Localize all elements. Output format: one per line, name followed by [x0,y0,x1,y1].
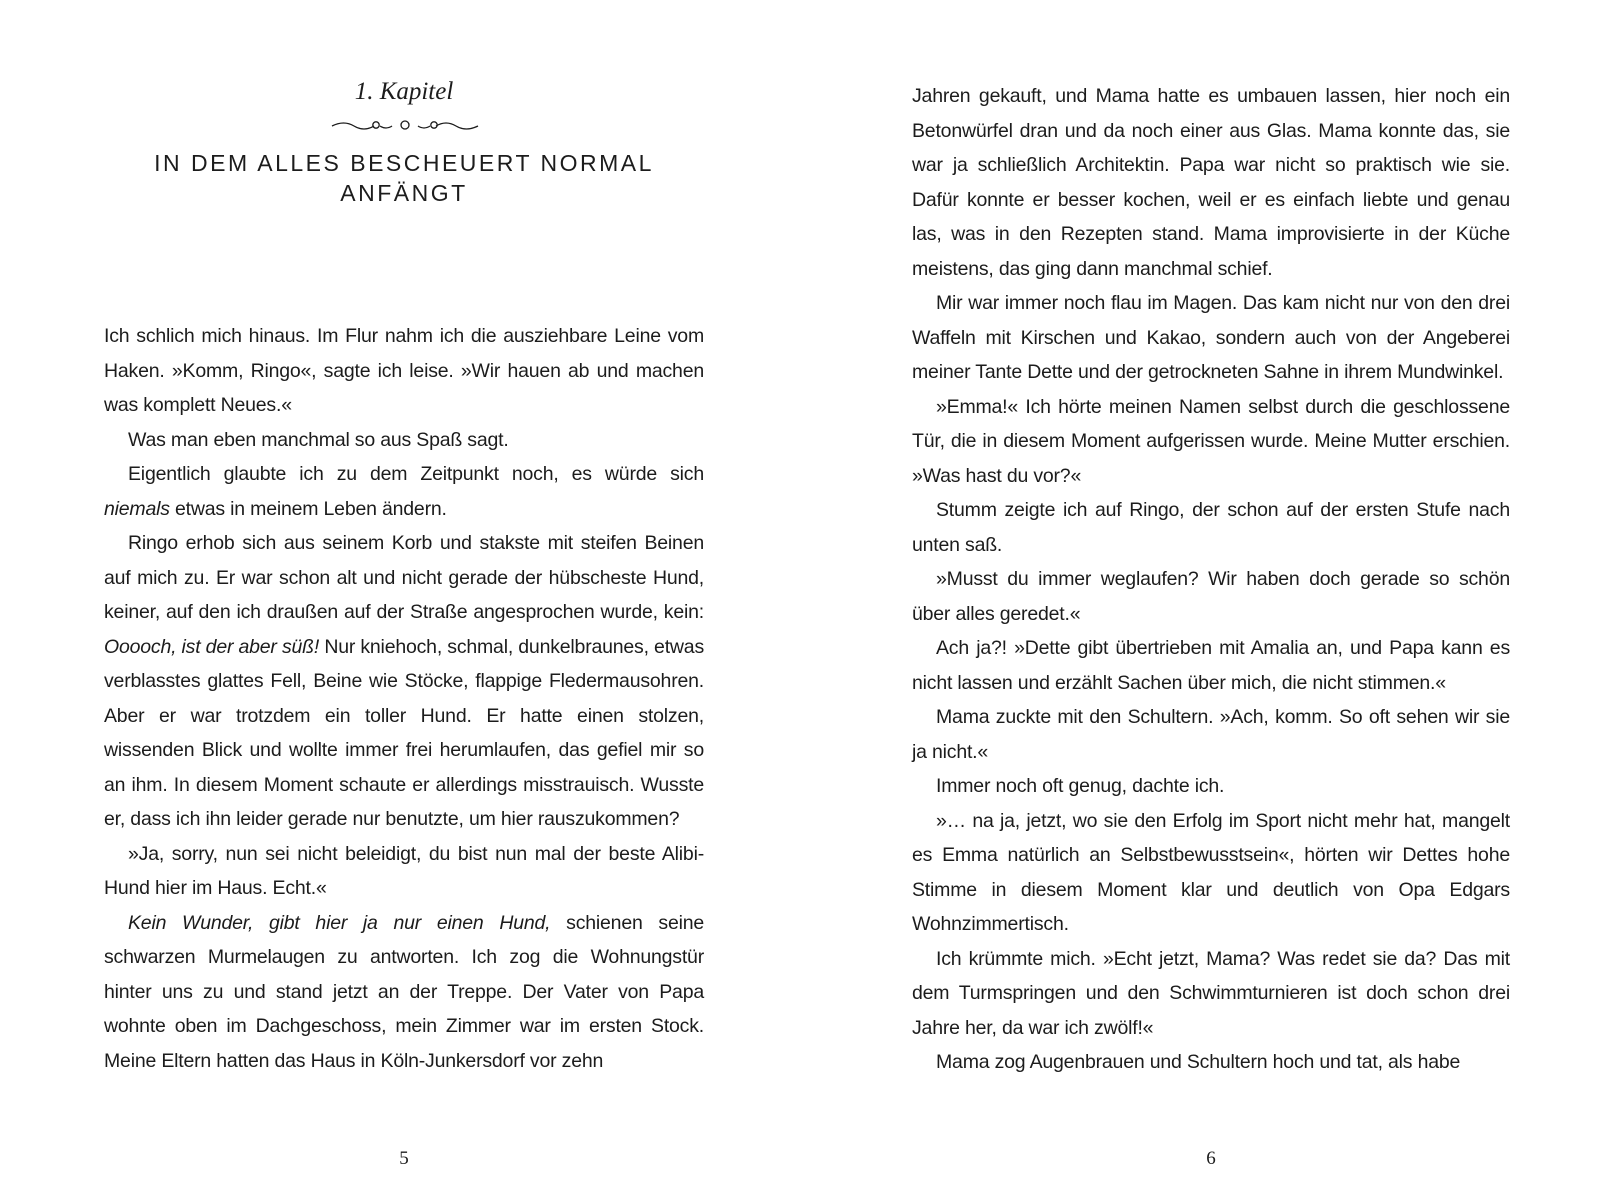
page-number: 6 [1206,1148,1216,1169]
paragraph: Immer noch oft genug, dachte ich. [936,775,1225,797]
paragraph: »Ja, sorry, nun sei nicht beleidigt, du bist nun mal der beste Alibi-Hund hier im Haus. Echt.« [104,842,704,899]
chapter-title: IN DEM ALLES BESCHEUERT NORMAL ANFÄNGT [154,150,654,206]
paragraph: Ringo erhob sich aus seinem Korb und stakste mit steifen Beinen auf mich zu. Er war schon alt und nicht gerade der hübscheste Hund, keiner, auf den ich draußen auf der Straße angesprochen wurde, kein: Ooooch, ist der aber süß! Nur kniehoch, schmal, dunkelbraunes, etwas verblasstes glattes Fell, Beine wie Stöcke, flappige Fledermausohren. Aber er war trotzdem ein toller Hund. Er hatte einen stolzen, wissenden Blick und wollte immer frei herumlaufen, das gefiel mir so an ihm. In diesem Moment schaute er allerdings misstrauisch. Wusste er, dass ich ihn leider gerade nur benutzte, um hier rauszukommen? [104,532,704,830]
paragraph: Kein Wunder, gibt hier ja nur einen Hund, schienen seine schwarzen Murmelaugen zu antworten. Ich zog die Wohnungstür hinter uns zu und stand jetzt an der Treppe. Der Vater von Papa wohnte oben im Dachgeschoss, mein Zimmer war im ersten Stock. Meine Eltern hatten das Haus in Köln-Junkersdorf vor zehn [104,911,705,1072]
paragraph: Jahren gekauft, und Mama hatte es umbauen lassen, hier noch ein Betonwürfel dran und da noch einer aus Glas. Mama konnte das, sie war ja schließlich Architektin. Papa war nicht so praktisch wie sie. Dafür konnte er besser kochen, weil er es einfach liebte und genau las, was in den Rezepten stand. Mama improvisierte in der Küche meistens, das ging dann manchmal schief. [912,85,1510,280]
page-number: 5 [399,1148,409,1169]
right-body-text [912,79,1510,1080]
right-page [912,0,1510,1200]
left-body-text [104,319,704,1078]
paragraph: Mama zog Augenbrauen und Schultern hoch und tat, als habe [936,1051,1461,1073]
paragraph: Stumm zeigte ich auf Ringo, der schon auf der ersten Stufe nach unten saß. [912,499,1510,556]
left-page [104,0,704,1200]
paragraph: »… na ja, jetzt, wo sie den Erfolg im Sport nicht mehr hat, mangelt es Emma natürlich an Selbstbewusstsein«, hörten wir Dettes hohe Stimme in diesem Moment klar und deutlich von Opa Edgars Wohnzimmertisch. [912,809,1510,935]
chapter-number: 1. Kapitel [354,78,454,105]
paragraph: Ach ja?! »Dette gibt übertrieben mit Amalia an, und Papa kann es nicht lassen und erzählt Sachen über mich, die nicht stimmen.« [912,637,1510,694]
paragraph: Eigentlich glaubte ich zu dem Zeitpunkt noch, es würde sich niemals etwas in meinem Leben ändern. [104,463,704,520]
paragraph: »Emma!« Ich hörte meinen Namen selbst durch die geschlossene Tür, die in diesem Moment aufgerissen wurde. Meine Mutter erschien. »Was hast du vor?« [912,395,1510,487]
paragraph: Was man eben manchmal so aus Spaß sagt. [128,428,509,451]
paragraph: Mama zuckte mit den Schultern. »Ach, komm. So oft sehen wir sie ja nicht.« [912,706,1510,763]
scroll-flourish-icon [330,116,480,136]
paragraph: Ich krümmte mich. »Echt jetzt, Mama? Was redet sie da? Das mit dem Turmspringen und den Schwimmturnieren ist doch schon drei Jahre her, da war ich zwölf!« [912,947,1510,1039]
paragraph: Mir war immer noch flau im Magen. Das kam nicht nur von den drei Waffeln mit Kirschen und Kakao, sondern auch von der Angeberei meiner Tante Dette und der getrockneten Sahne in ihrem Mundwinkel. [912,292,1510,383]
paragraph: »Musst du immer weglaufen? Wir haben doch gerade so schön über alles geredet.« [912,568,1510,625]
paragraph: Ich schlich mich hinaus. Im Flur nahm ich die ausziehbare Leine vom Haken. »Komm, Ringo«, sagte ich leise. »Wir hauen ab und machen was komplett Neues.« [104,325,704,416]
